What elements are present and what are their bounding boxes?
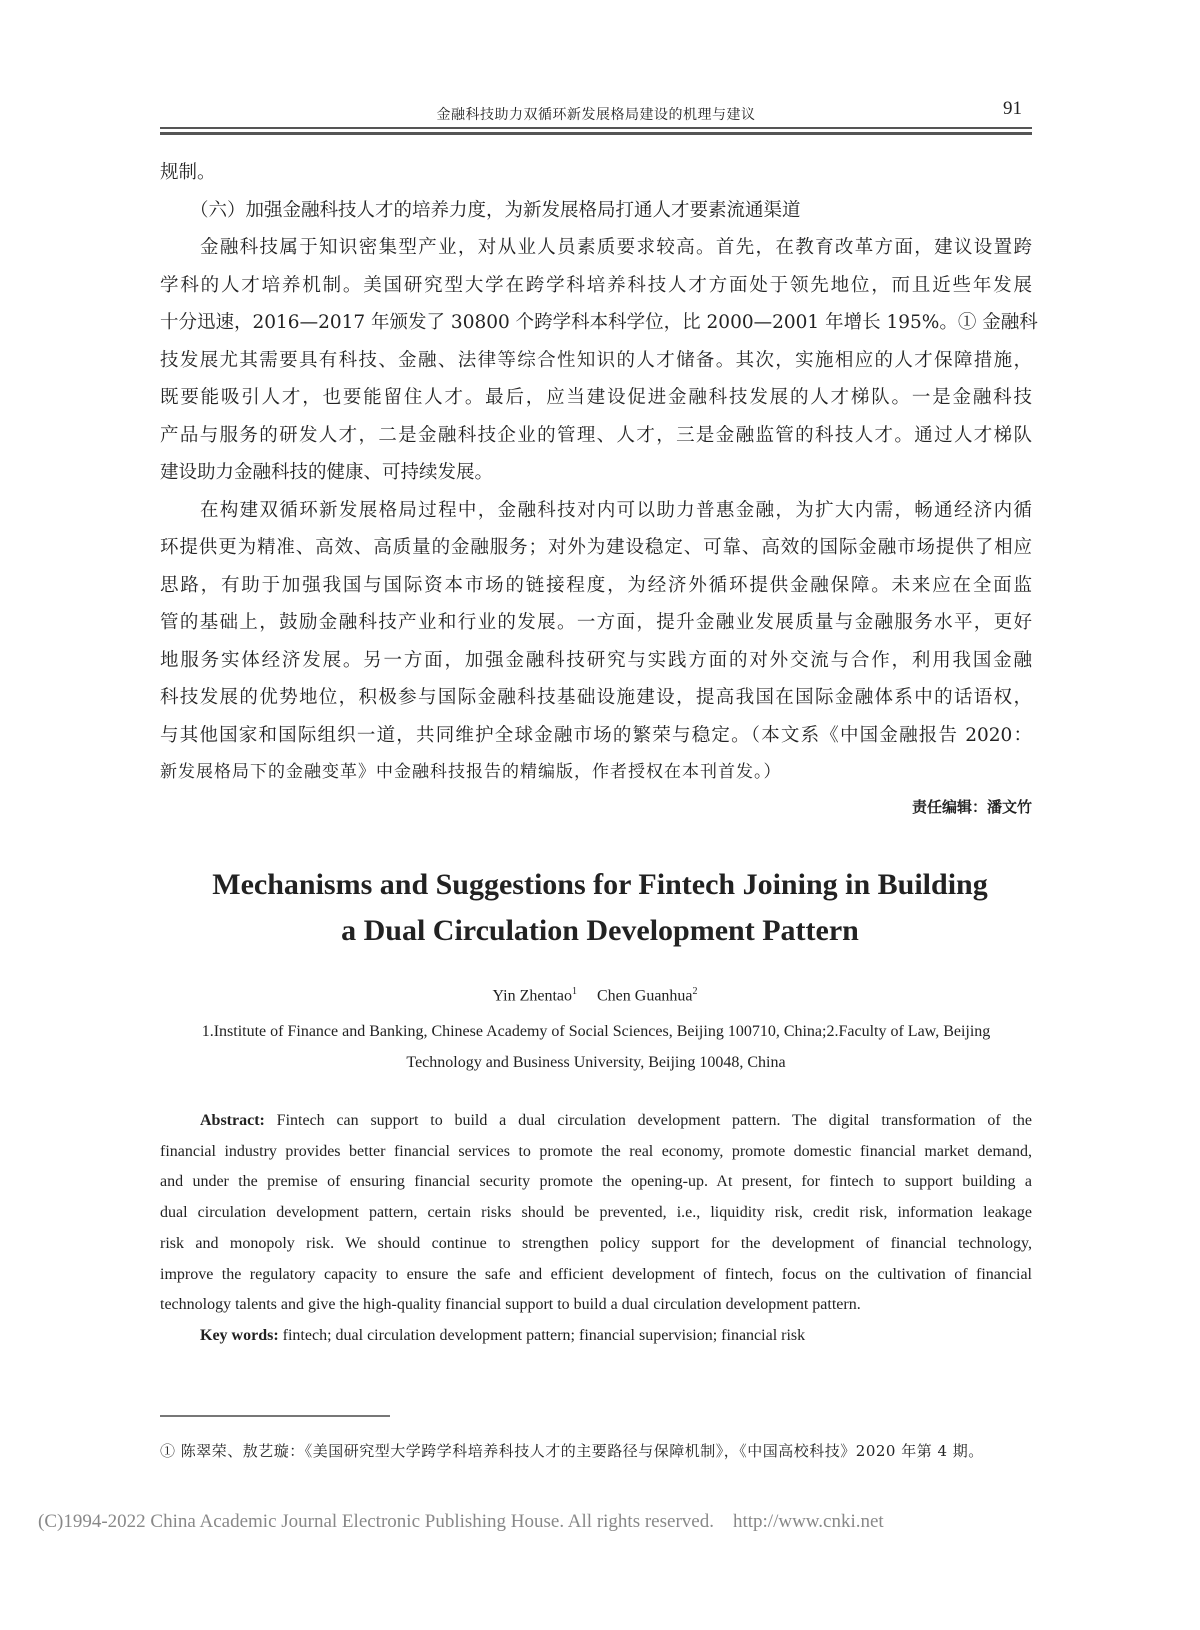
footnote: ① 陈翠荣、敖艺璇：《美国研究型大学跨学科培养科技人才的主要路径与保障机制》，《中国高校科技》2020 年第 4 期。 bbox=[160, 1442, 984, 1460]
keywords bbox=[160, 1321, 1032, 1352]
keywords-text: fintech; dual circulation development pattern; financial supervision; financial risk bbox=[282, 1326, 806, 1344]
abstract-line: risk and monopoly risk. We should continue to strengthen policy support for the development of financial technology, bbox=[160, 1234, 1032, 1252]
author-affiliation-mark: 2 bbox=[692, 986, 698, 997]
author-name: Yin Zhentao bbox=[492, 987, 572, 1005]
paragraph-line: 在构建双循环新发展格局过程中，金融科技对内可以助力普惠金融，为扩大内需，畅通经济内循 bbox=[200, 499, 1032, 521]
affiliation-line: 1.Institute of Finance and Banking, Chinese Academy of Social Sciences, Beijing 100710, China;2.Faculty of Law, Beijing bbox=[201, 1023, 991, 1040]
title-line: a Dual Circulation Development Pattern bbox=[341, 914, 859, 947]
running-head-title: 金融科技助力双循环新发展格局建设的机理与建议 bbox=[436, 107, 756, 123]
title-line: Mechanisms and Suggestions for Fintech Joining in Building bbox=[212, 868, 988, 901]
paragraph-line: 规制。 bbox=[160, 162, 216, 183]
paragraph-line: 既要能吸引人才，也要能留住人才。最后，应当建设促进金融科技发展的人才梯队。一是金融科技 bbox=[160, 387, 1032, 408]
running-head bbox=[160, 98, 1032, 128]
body-text bbox=[160, 154, 1038, 792]
paragraph-line: 科技发展的优势地位，积极参与国际金融科技基础设施建设，提高我国在国际金融体系中的话语权， bbox=[160, 687, 1032, 708]
authors bbox=[0, 986, 1190, 1005]
header-rule-thin bbox=[160, 127, 1032, 129]
paragraph-line: 管的基础上，鼓励金融科技产业和行业的发展。一方面，提升金融业发展质量与金融服务水平，更好 bbox=[160, 612, 1032, 633]
affiliation-line: Technology and Business University, Beijing 10048, China bbox=[406, 1054, 786, 1071]
abstract-line: financial industry provides better financial services to promote the real economy, promote domestic financial market demand, bbox=[160, 1142, 1032, 1160]
paragraph-line: 建设助力金融科技的健康、可持续发展。 bbox=[160, 462, 494, 483]
responsible-editor: 责任编辑：潘文竹 bbox=[911, 798, 1032, 816]
section-heading: （六）加强金融科技人才的培养力度，为新发展格局打通人才要素流通渠道 bbox=[190, 199, 801, 221]
author-name: Chen Guanhua bbox=[597, 987, 693, 1005]
english-title bbox=[100, 862, 1100, 954]
abstract-line: improve the regulatory capacity to ensure the safe and efficient development of fintech, focus on the cultivation of financial bbox=[160, 1265, 1032, 1283]
paragraph-line: 十分迅速，2016—2017 年颁发了 30800 个跨学科本科学位，比 2000—2001 年增长 195%。① 金融科 bbox=[160, 312, 1038, 333]
paragraph-line: 金融科技属于知识密集型产业，对从业人员素质要求较高。首先，在教育改革方面，建议设置跨 bbox=[200, 237, 1032, 258]
paragraph-line: 思路，有助于加强我国与国际资本市场的链接程度，为经济外循环提供金融保障。未来应在全面监 bbox=[160, 574, 1032, 596]
page-number: 91 bbox=[1003, 98, 1022, 119]
paragraph-line: 与其他国家和国际组织一道，共同维护全球金融市场的繁荣与稳定。（本文系《中国金融报告 2020： bbox=[160, 724, 1032, 746]
abstract-text: Fintech can support to build a dual circulation development pattern. The digital transformation of the bbox=[276, 1112, 1032, 1129]
abstract-line: technology talents and give the high-quality financial support to build a dual circulation development pattern. bbox=[160, 1296, 861, 1314]
affiliations bbox=[160, 1016, 1032, 1078]
paragraph-line: 环提供更为精准、高效、高质量的金融服务；对外为建设稳定、可靠、高效的国际金融市场提供了相应 bbox=[160, 537, 1032, 558]
paragraph-line: 技发展尤其需要具有科技、金融、法律等综合性知识的人才储备。其次，实施相应的人才保障措施， bbox=[160, 349, 1032, 371]
paragraph-line: 地服务实体经济发展。另一方面，加强金融科技研究与实践方面的对外交流与合作，利用我国金融 bbox=[160, 649, 1032, 671]
paragraph-line: 新发展格局下的金融变革》中金融科技报告的精编版，作者授权在本刊首发。） bbox=[160, 762, 782, 782]
abstract bbox=[160, 1106, 1032, 1352]
copyright-watermark: (C)1994-2022 China Academic Journal Electronic Publishing House. All rights reserved. http://www.cnki.net bbox=[38, 1511, 884, 1532]
footnote-rule bbox=[160, 1415, 390, 1417]
header-rule-thick bbox=[160, 132, 1032, 135]
abstract-line bbox=[160, 1106, 1032, 1137]
abstract-line: and under the premise of ensuring financial security promote the opening-up. At present, for fintech to support building a bbox=[160, 1173, 1032, 1191]
paragraph-line: 产品与服务的研发人才，二是金融科技企业的管理、人才，三是金融监管的科技人才。通过人才梯队 bbox=[160, 424, 1032, 446]
paragraph-talent bbox=[160, 229, 1038, 492]
keywords-label: Key words: bbox=[200, 1326, 279, 1344]
author-affiliation-mark: 1 bbox=[572, 986, 577, 997]
paragraph-line: 学科的人才培养机制。美国研究型大学在跨学科培养科技人才方面处于领先地位，而且近些年发展 bbox=[160, 274, 1032, 296]
abstract-label: Abstract: bbox=[200, 1112, 265, 1129]
paragraph-conclusion bbox=[160, 492, 1032, 792]
abstract-line: dual circulation development pattern, certain risks should be prevented, i.e., liquidity risk, credit risk, information leakage bbox=[160, 1204, 1032, 1222]
